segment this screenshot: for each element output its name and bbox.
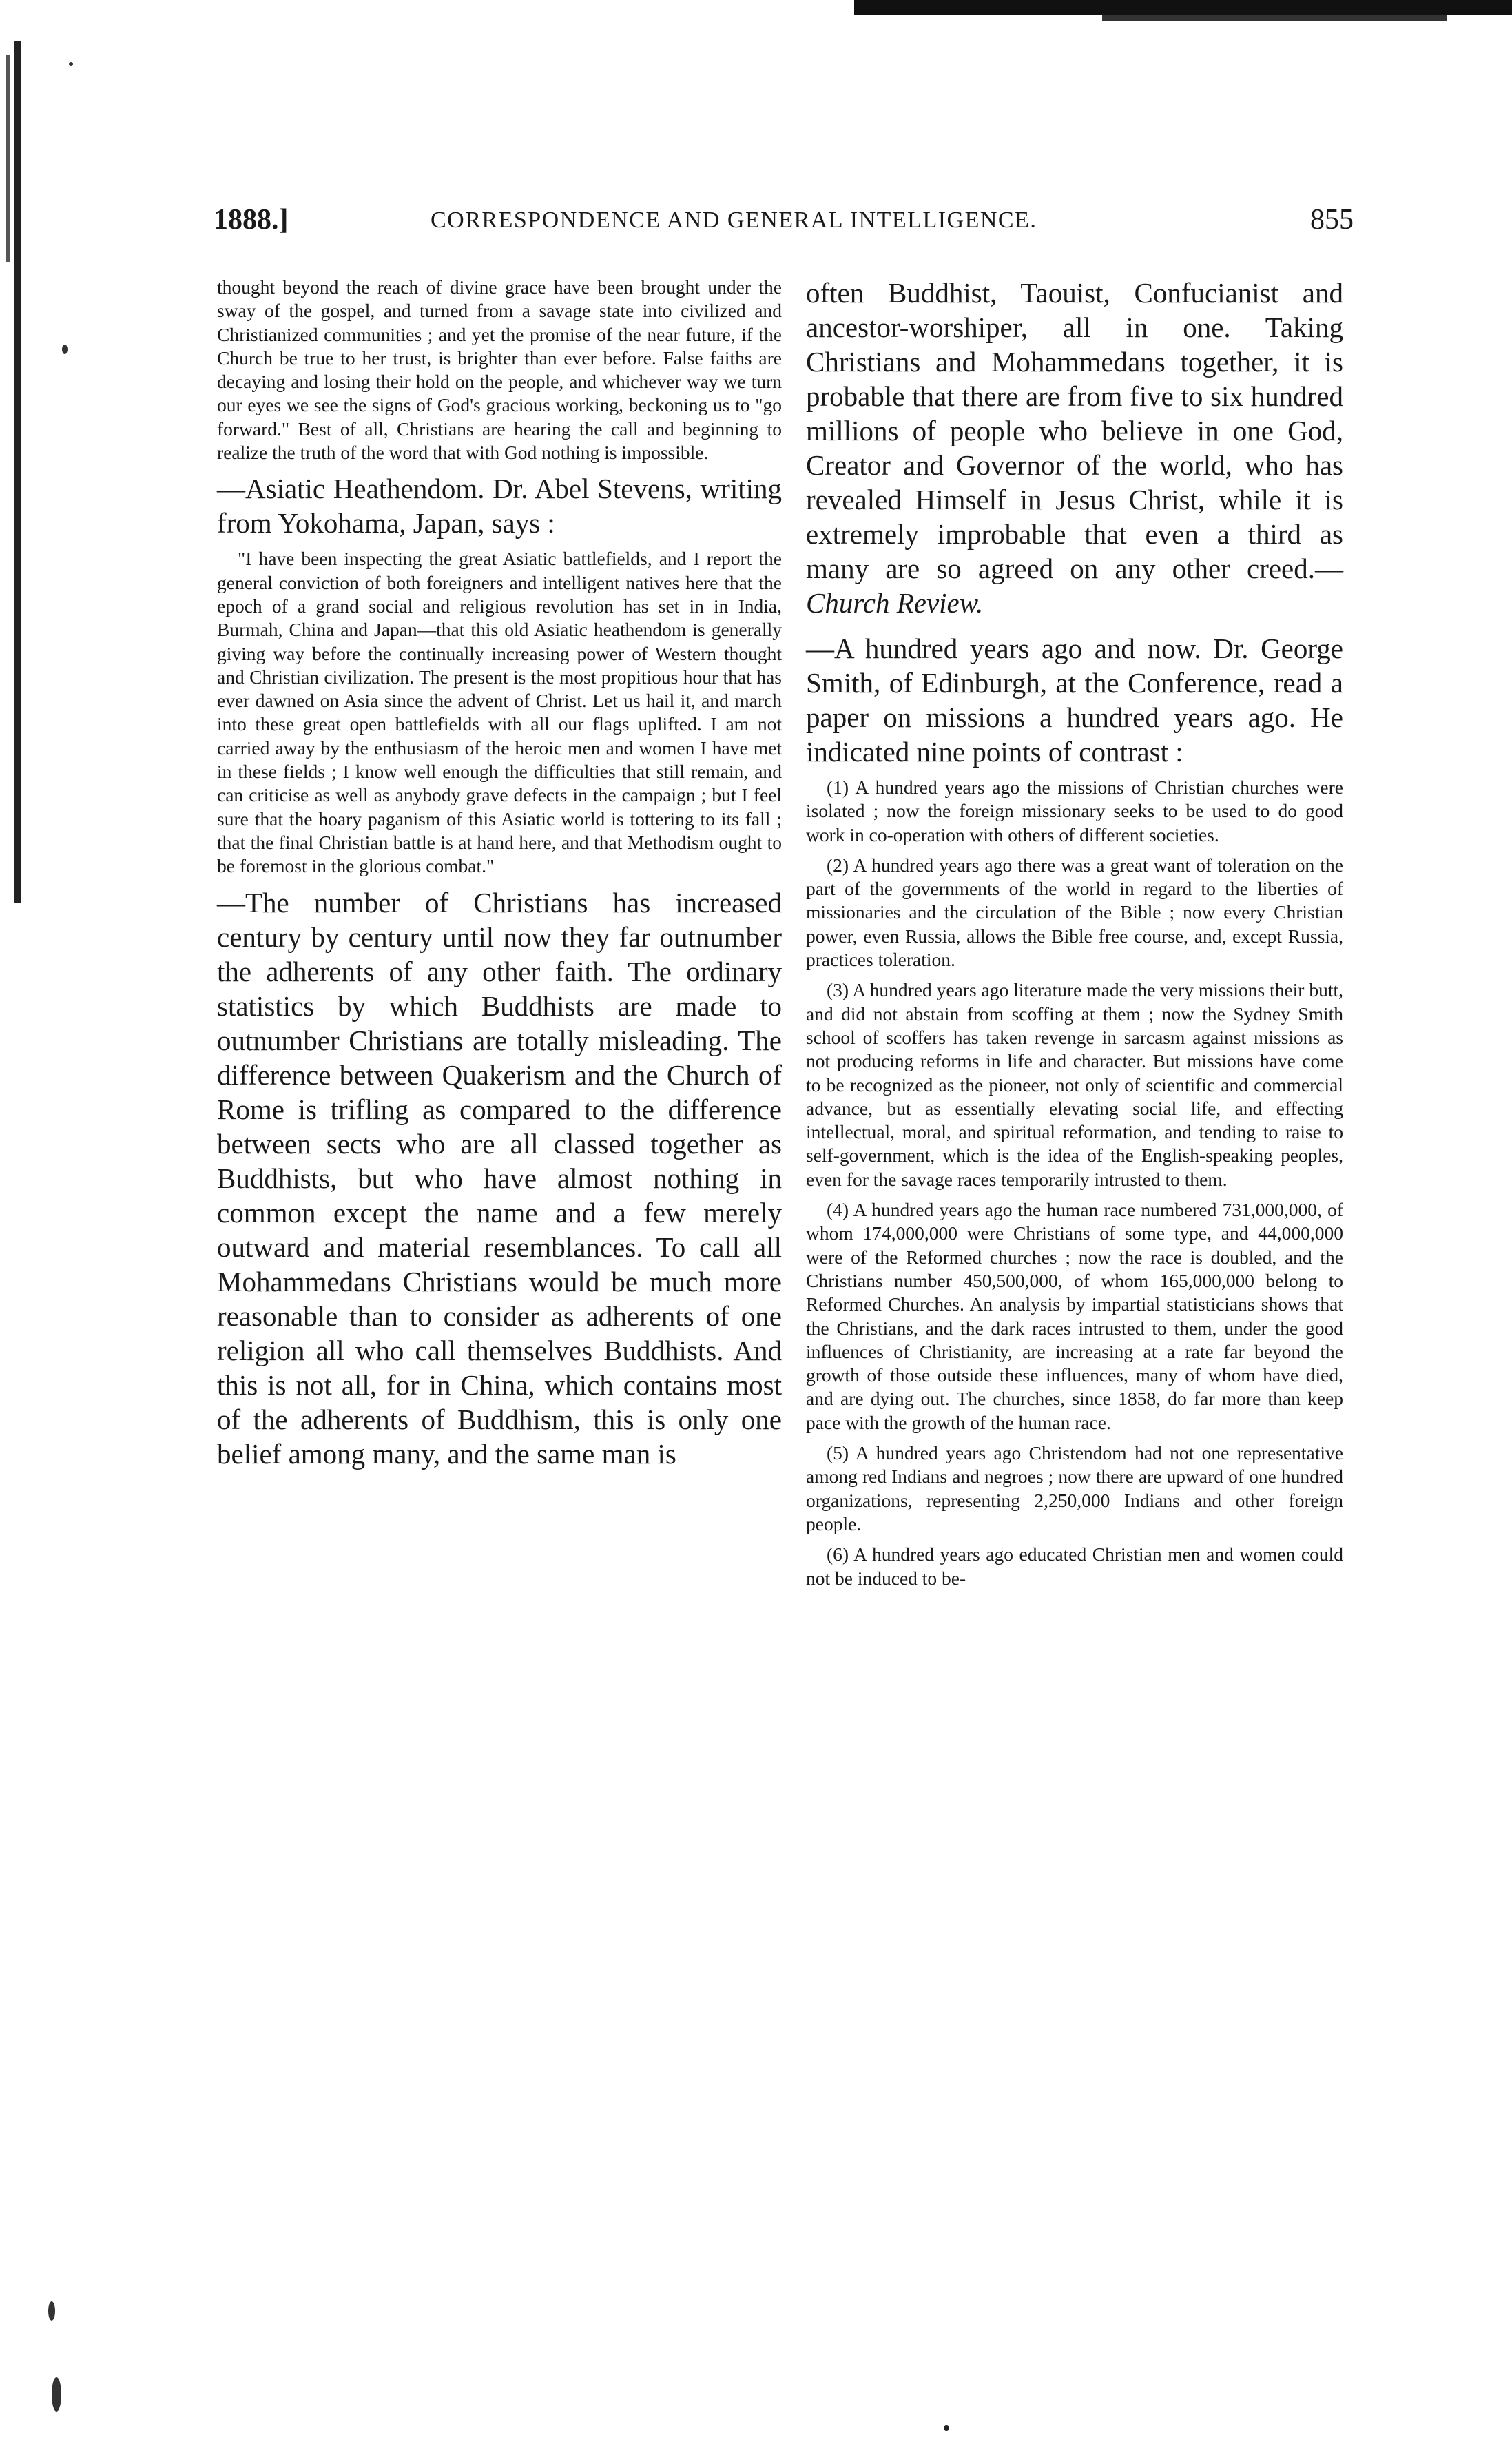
contrast-point-2: (2) A hundred years ago there was a great want of toleration on the part of the governments of the world in regard to the liberties of missionaries and the circulation of the Bible ; now every Christian power, even Russia, allows the Bible free course, and, except Russia, practices toleration. (806, 854, 1343, 971)
scan-edge-top (854, 0, 1512, 15)
right-column (806, 276, 1343, 1590)
buddhist-continuation-text: often Buddhist, Taouist, Confucianist and ancestor-worshiper, all in one. Taking Christians and Mohammedans together, it is probable that there are from five to six hundred millions of people who believe in one God, Creator and Governor of the world, who has revealed Himself in Jesus Christ, while it is extremely improbable that even a third as many are so agreed on any other creed.— (806, 277, 1343, 584)
left-paragraph-continued: thought beyond the reach of divine grace have been brought under the sway of the gospel, and turned from a savage state into civilized and Christianized communities ; and yet the promise of the near future, if the Church be true to her trust, is brighter than ever before. False faiths are decaying and losing their hold on the people, and whichever way we turn our eyes we see the signs of God's gracious working, beckoning us to "go forward." Best of all, Christians are hearing the call and beginning to realize the truth of the word that with God nothing is impossible. (217, 276, 782, 464)
scan-speck (69, 62, 73, 66)
contrast-point-5: (5) A hundred years ago Christendom had not one representative among red Indians and negroes ; now there are upward of one hundred organizations, representing 2,250,000 Indians and other foreign people. (806, 1442, 1343, 1534)
page-header (214, 203, 1354, 245)
buddhist-continuation (806, 276, 1343, 620)
left-column (217, 276, 782, 1471)
contrast-point-4: (4) A hundred years ago the human race numbered 731,000,000, of whom 174,000,000 were Christians of some type, and 44,000,000 were of the Reformed churches ; now the race is doubled, and the Christians number 450,500,000, of whom 165,000,000 belong to Reformed Churches. An analysis by impartial statisticians shows that the Christians, and the dark races intrusted to them, under the good influences of Christianity, are increasing at a rate far beyond the growth of those outside these influences, many of whom have died, and are dying out. The churches, since 1858, do far more than keep pace with the growth of the human race. (806, 1199, 1343, 1433)
asiatic-heathendom-intro: —Asiatic Heathendom. Dr. Abel Stevens, writing from Yokohama, Japan, says : (217, 473, 782, 540)
scan-edge-left-shadow (6, 55, 10, 262)
hundred-years-intro: —A hundred years ago and now. Dr. George Smith, of Edinburgh, at the Conference, read a paper on missions a hundred years ago. He indicated nine points of contrast : (806, 633, 1343, 768)
header-year: 1888.] (214, 204, 289, 236)
source-citation: Church Review. (806, 587, 984, 619)
contrast-point-3: (3) A hundred years ago literature made the very missions their butt, and did not abstain from scoffing at them ; now the Sydney Smith school of scoffers has taken revenge in sarcasm against missions as not producing reforms in life and character. But missions have come to be recognized as the pioneer, not only of scientific and commercial advance, but as essentially elevating social life, and effecting intellectual, moral, and spiritual reformation, and tending to raise to self-government, which is the idea of the English-speaking peoples, even for the savage races temporarily intrusted to them. (806, 979, 1343, 1190)
contrast-point-6: (6) A hundred years ago educated Christian men and women could not be induced to be- (806, 1543, 1343, 1589)
scan-edge-left (14, 41, 21, 903)
scan-speck (48, 2301, 55, 2321)
scan-speck (52, 2377, 61, 2412)
contrast-point-1: (1) A hundred years ago the missions of Christian churches were isolated ; now the foreign missionary seeks to be used to do good work in co-operation with others of different societies. (806, 777, 1343, 845)
scan-edge-top-shadow (1102, 15, 1447, 21)
page-number: 855 (1310, 204, 1354, 236)
header-title: CORRESPONDENCE AND GENERAL INTELLIGENCE. (431, 207, 1037, 233)
scan-speck (62, 345, 68, 354)
stevens-quote: "I have been inspecting the great Asiatic battlefields, and I report the general conviction of both foreigners and intelligent natives here that the epoch of a grand social and religious revolution has set in in India, Burmah, China and Japan—that this old Asiatic heathendom is generally giving way before the continually increasing power of Western thought and Christian civilization. The present is the most propitious hour that has ever dawned on Asia since the advent of Christ. Let us hail it, and march into these great open battlefields with all our flags uplifted. I am not carried away by the enthusiasm of the heroic men and women I have met in these fields ; I know well enough the difficulties that still remain, and can criticise as well as anybody grave defects in the campaign ; but I feel sure that the hoary paganism of this Asiatic world is tottering to its fall ; that the final Christian battle is at hand here, and that Methodism ought to be foremost in the glorious combat." (217, 548, 782, 877)
scan-dot (944, 2425, 949, 2431)
christians-number-paragraph: —The number of Christians has increased century by century until now they far outnumber the adherents of any other faith. The ordinary statistics by which Buddhists are made to outnumber Christians are totally misleading. The difference between Quakerism and the Church of Rome is trifling as compared to the difference between sects who are all classed together as Buddhists, but who have almost nothing in common except the name and a few merely outward and material resemblances. To call all Mohammedans Christians would be much more reasonable than to consider as adherents of one religion all who call themselves Buddhists. And this is not all, for in China, which contains most of the adherents of Buddhism, this is only one belief among many, and the same man is (217, 886, 782, 1470)
